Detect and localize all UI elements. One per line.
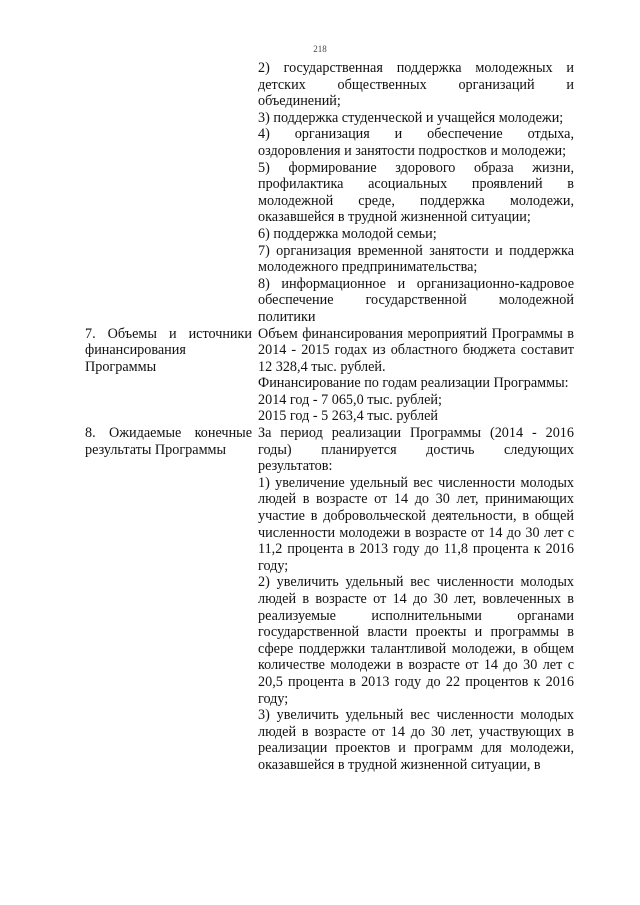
table-row-expected-results: [85, 425, 574, 773]
list-item: 2) увеличить удельный вес численности молодых людей в возрасте от 14 до 30 лет, вовлеченных в реализуемые исполнительными органами государственной власти проекты и программы в сфере поддержки талантливой молодежи, в общем количестве молодежи в возрасте от 14 до 30 лет с 20,5 процента в 2013 году до 22 процентов к 2016 году;: [258, 574, 574, 707]
paragraph: Объем финансирования мероприятий Программы в 2014 - 2015 годах из областного бюджета составит 12 328,4 тыс. рублей.: [258, 325, 574, 375]
row-label: 7. Объемы и источники финансирования Программы: [85, 325, 252, 375]
paragraph: Финансирование по годам реализации Программы:: [258, 375, 569, 392]
list-item: 1) увеличение удельный вес численности молодых людей в возрасте от 14 до 30 лет, принимающих участие в добровольческой деятельности, в общей численности молодежи в возрасте от 14 до 30 лет с 11,2 процента в 2013 году до 11,8 процента к 2016 году;: [258, 474, 574, 574]
list-item: 8) информационное и организационно-кадровое обеспечение государственной молодежной политики: [258, 275, 574, 325]
paragraph: 2014 год - 7 065,0 тыс. рублей;: [258, 391, 442, 408]
list-item: 3) поддержка студенческой и учащейся молодежи;: [258, 109, 564, 126]
table-row-funding: [85, 326, 574, 426]
list-item: 5) формирование здорового образа жизни, профилактика асоциальных проявлений в молодежной среде, поддержка молодежи, оказавшейся в трудной жизненной ситуации;: [258, 159, 574, 226]
page-number: 218: [313, 44, 327, 54]
row-content: [258, 326, 574, 426]
list-item: 4) организация и обеспечение отдыха, оздоровления и занятости подростков и молодежи;: [258, 126, 574, 159]
row-content: [258, 60, 574, 326]
list-item: 3) увеличить удельный вес численности молодых людей в возрасте от 14 до 30 лет, участвующих в реализации проектов и программ для молодежи, оказавшейся в трудной жизненной ситуации, в: [258, 707, 574, 773]
list-item: 2) государственная поддержка молодежных и детских общественных организаций и объединений;: [258, 60, 574, 110]
list-item: 7) организация временной занятости и поддержка молодежного предпринимательства;: [258, 242, 574, 276]
paragraph: 2015 год - 5 263,4 тыс. рублей: [258, 408, 438, 425]
program-table: [85, 60, 574, 774]
list-item: 6) поддержка молодой семьи;: [258, 225, 437, 242]
table-row-program-areas: [85, 60, 574, 326]
row-content: [258, 425, 574, 773]
row-label: 8. Ожидаемые конечные результаты Программы: [85, 425, 252, 458]
paragraph: За период реализации Программы (2014 - 2016 годы) планируется достичь следующих результатов:: [258, 425, 574, 475]
